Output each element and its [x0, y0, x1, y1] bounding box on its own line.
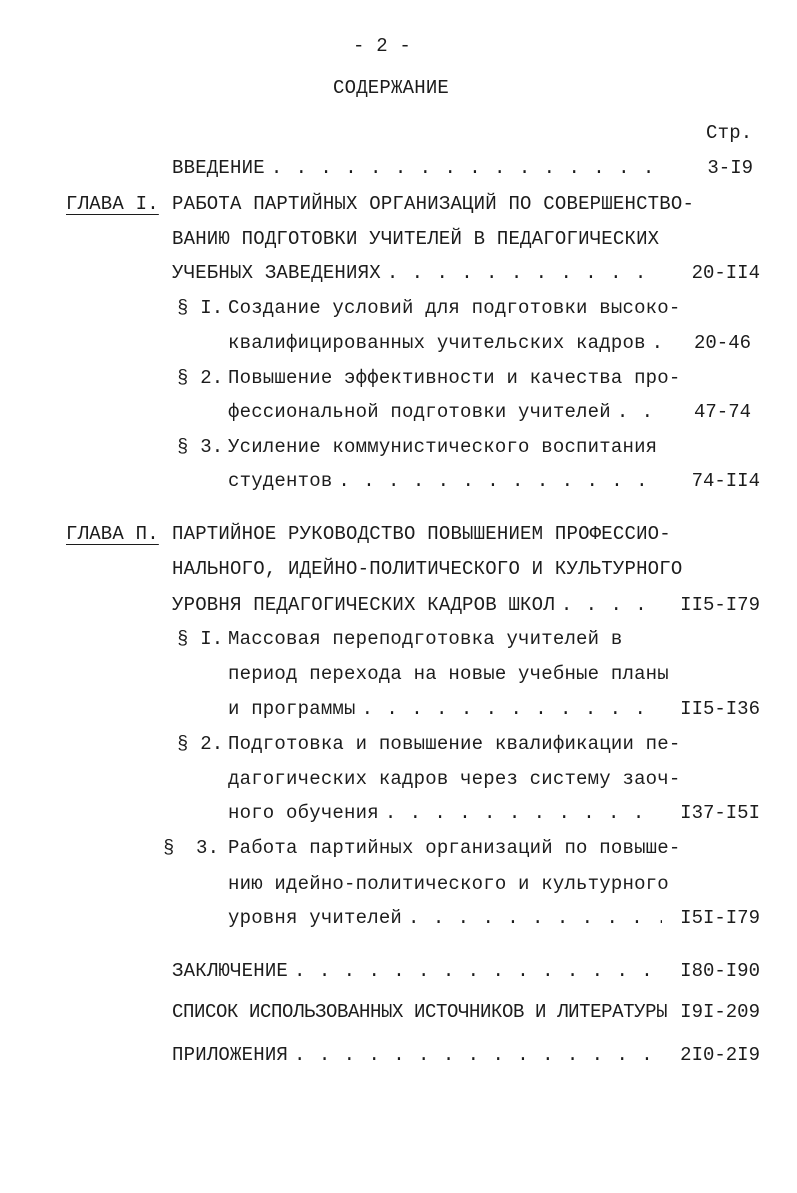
toc-appendix [172, 1043, 662, 1067]
section-sign: § 2. [177, 733, 224, 755]
section-title-line: Создание условий для подготовки высоко- [228, 297, 681, 319]
section-sign: § [163, 837, 175, 859]
section-title-line: Повышение эффективности и качества про- [228, 367, 681, 389]
toc-intro-pages: 3-I9 [707, 157, 753, 179]
toc-intro [172, 156, 662, 180]
section-pages: I37-I5I [680, 802, 760, 824]
section-title-line: Массовая переподготовка учителей в [228, 628, 623, 650]
chapter2-pages: II5-I79 [680, 594, 760, 616]
toc-conclusion-pages: I80-I90 [680, 960, 760, 982]
section-pages: 74-II4 [691, 470, 760, 492]
leader-dots [271, 156, 662, 180]
section-title-last [228, 400, 662, 424]
section-title-line: нию идейно-политического и культурного [228, 873, 669, 895]
leader-dots [362, 697, 662, 721]
section-title-last [228, 331, 662, 355]
section-sign: § I. [177, 297, 224, 319]
chapter2-title-line: ПАРТИЙНОЕ РУКОВОДСТВО ПОВЫШЕНИЕМ ПРОФЕССИО- [172, 523, 671, 545]
section-pages: I5I-I79 [680, 907, 760, 929]
section-pages: 20-46 [693, 332, 751, 354]
section-title-last [228, 469, 662, 493]
section-title-line: уровня учителей [228, 907, 403, 929]
leader-dots [294, 1043, 662, 1067]
toc-appendix-pages: 2I0-2I9 [680, 1044, 760, 1066]
chapter1-label: ГЛАВА I. [66, 193, 159, 215]
section-title-line: Подготовка и повышение квалификации пе- [228, 733, 681, 755]
toc-sources-title: СПИСОК ИСПОЛЬЗОВАННЫХ ИСТОЧНИКОВ И ЛИТЕРАТУРЫ [172, 1001, 668, 1023]
section-title-last [228, 801, 662, 825]
toc-intro-title: ВВЕДЕНИЕ [172, 157, 265, 179]
chapter1-title-line: РАБОТА ПАРТИЙНЫХ ОРГАНИЗАЦИЙ ПО СОВЕРШЕНСТВО- [172, 193, 695, 215]
chapter1-pages: 20-II4 [691, 262, 760, 284]
section-title-line: квалифицированных учительских кадров [228, 332, 646, 354]
section-title-line: Усиление коммунистического воспитания [228, 436, 658, 458]
section-title-line: дагогических кадров через систему заоч- [228, 768, 681, 790]
section-number: 3. [196, 837, 220, 859]
section-pages: 47-74 [693, 401, 751, 423]
chapter1-title-line: ВАНИЮ ПОДГОТОВКИ УЧИТЕЛЕЙ В ПЕДАГОГИЧЕСКИХ [172, 228, 660, 250]
leader-dots [385, 801, 662, 825]
section-sign: § 2. [177, 367, 224, 389]
leader-dots [294, 959, 662, 983]
section-pages: II5-I36 [680, 698, 760, 720]
page-title: СОДЕРЖАНИЕ [333, 77, 450, 99]
toc-conclusion-title: ЗАКЛЮЧЕНИЕ [172, 960, 289, 982]
section-title-line: студентов [228, 470, 333, 492]
section-title-line: Работа партийных организаций по повыше- [228, 837, 681, 859]
toc-sources-pages: I9I-209 [680, 1001, 760, 1023]
section-title-line: ного обучения [228, 802, 379, 824]
chapter2-label: ГЛАВА П. [66, 523, 159, 545]
section-title-line: фессиональной подготовки учителей [228, 401, 611, 423]
section-sign: § I. [177, 628, 224, 650]
leader-dots [561, 593, 662, 617]
toc-conclusion [172, 959, 662, 983]
chapter2-title-line: УРОВНЯ ПЕДАГОГИЧЕСКИХ КАДРОВ ШКОЛ [172, 594, 555, 616]
section-title-last [228, 906, 662, 930]
chapter1-title-line: УЧЕБНЫХ ЗАВЕДЕНИЯХ [172, 262, 381, 284]
chapter2-title-line: НАЛЬНОГО, ИДЕЙНО-ПОЛИТИЧЕСКОГО И КУЛЬТУРНОГО [172, 558, 683, 580]
chapter2-title-last [172, 593, 662, 617]
chapter1-title-last [172, 261, 662, 285]
toc-appendix-title: ПРИЛОЖЕНИЯ [172, 1044, 289, 1066]
section-title-line: и программы [228, 698, 356, 720]
leader-dots [338, 469, 662, 493]
leader-dots [408, 906, 662, 930]
section-title-line: период перехода на новые учебные планы [228, 663, 669, 685]
page-number: - 2 - [353, 35, 412, 57]
leader-dots [387, 261, 662, 285]
section-sign: § 3. [177, 436, 224, 458]
section-title-last [228, 697, 662, 721]
page-column-header: Стр. [706, 122, 753, 144]
